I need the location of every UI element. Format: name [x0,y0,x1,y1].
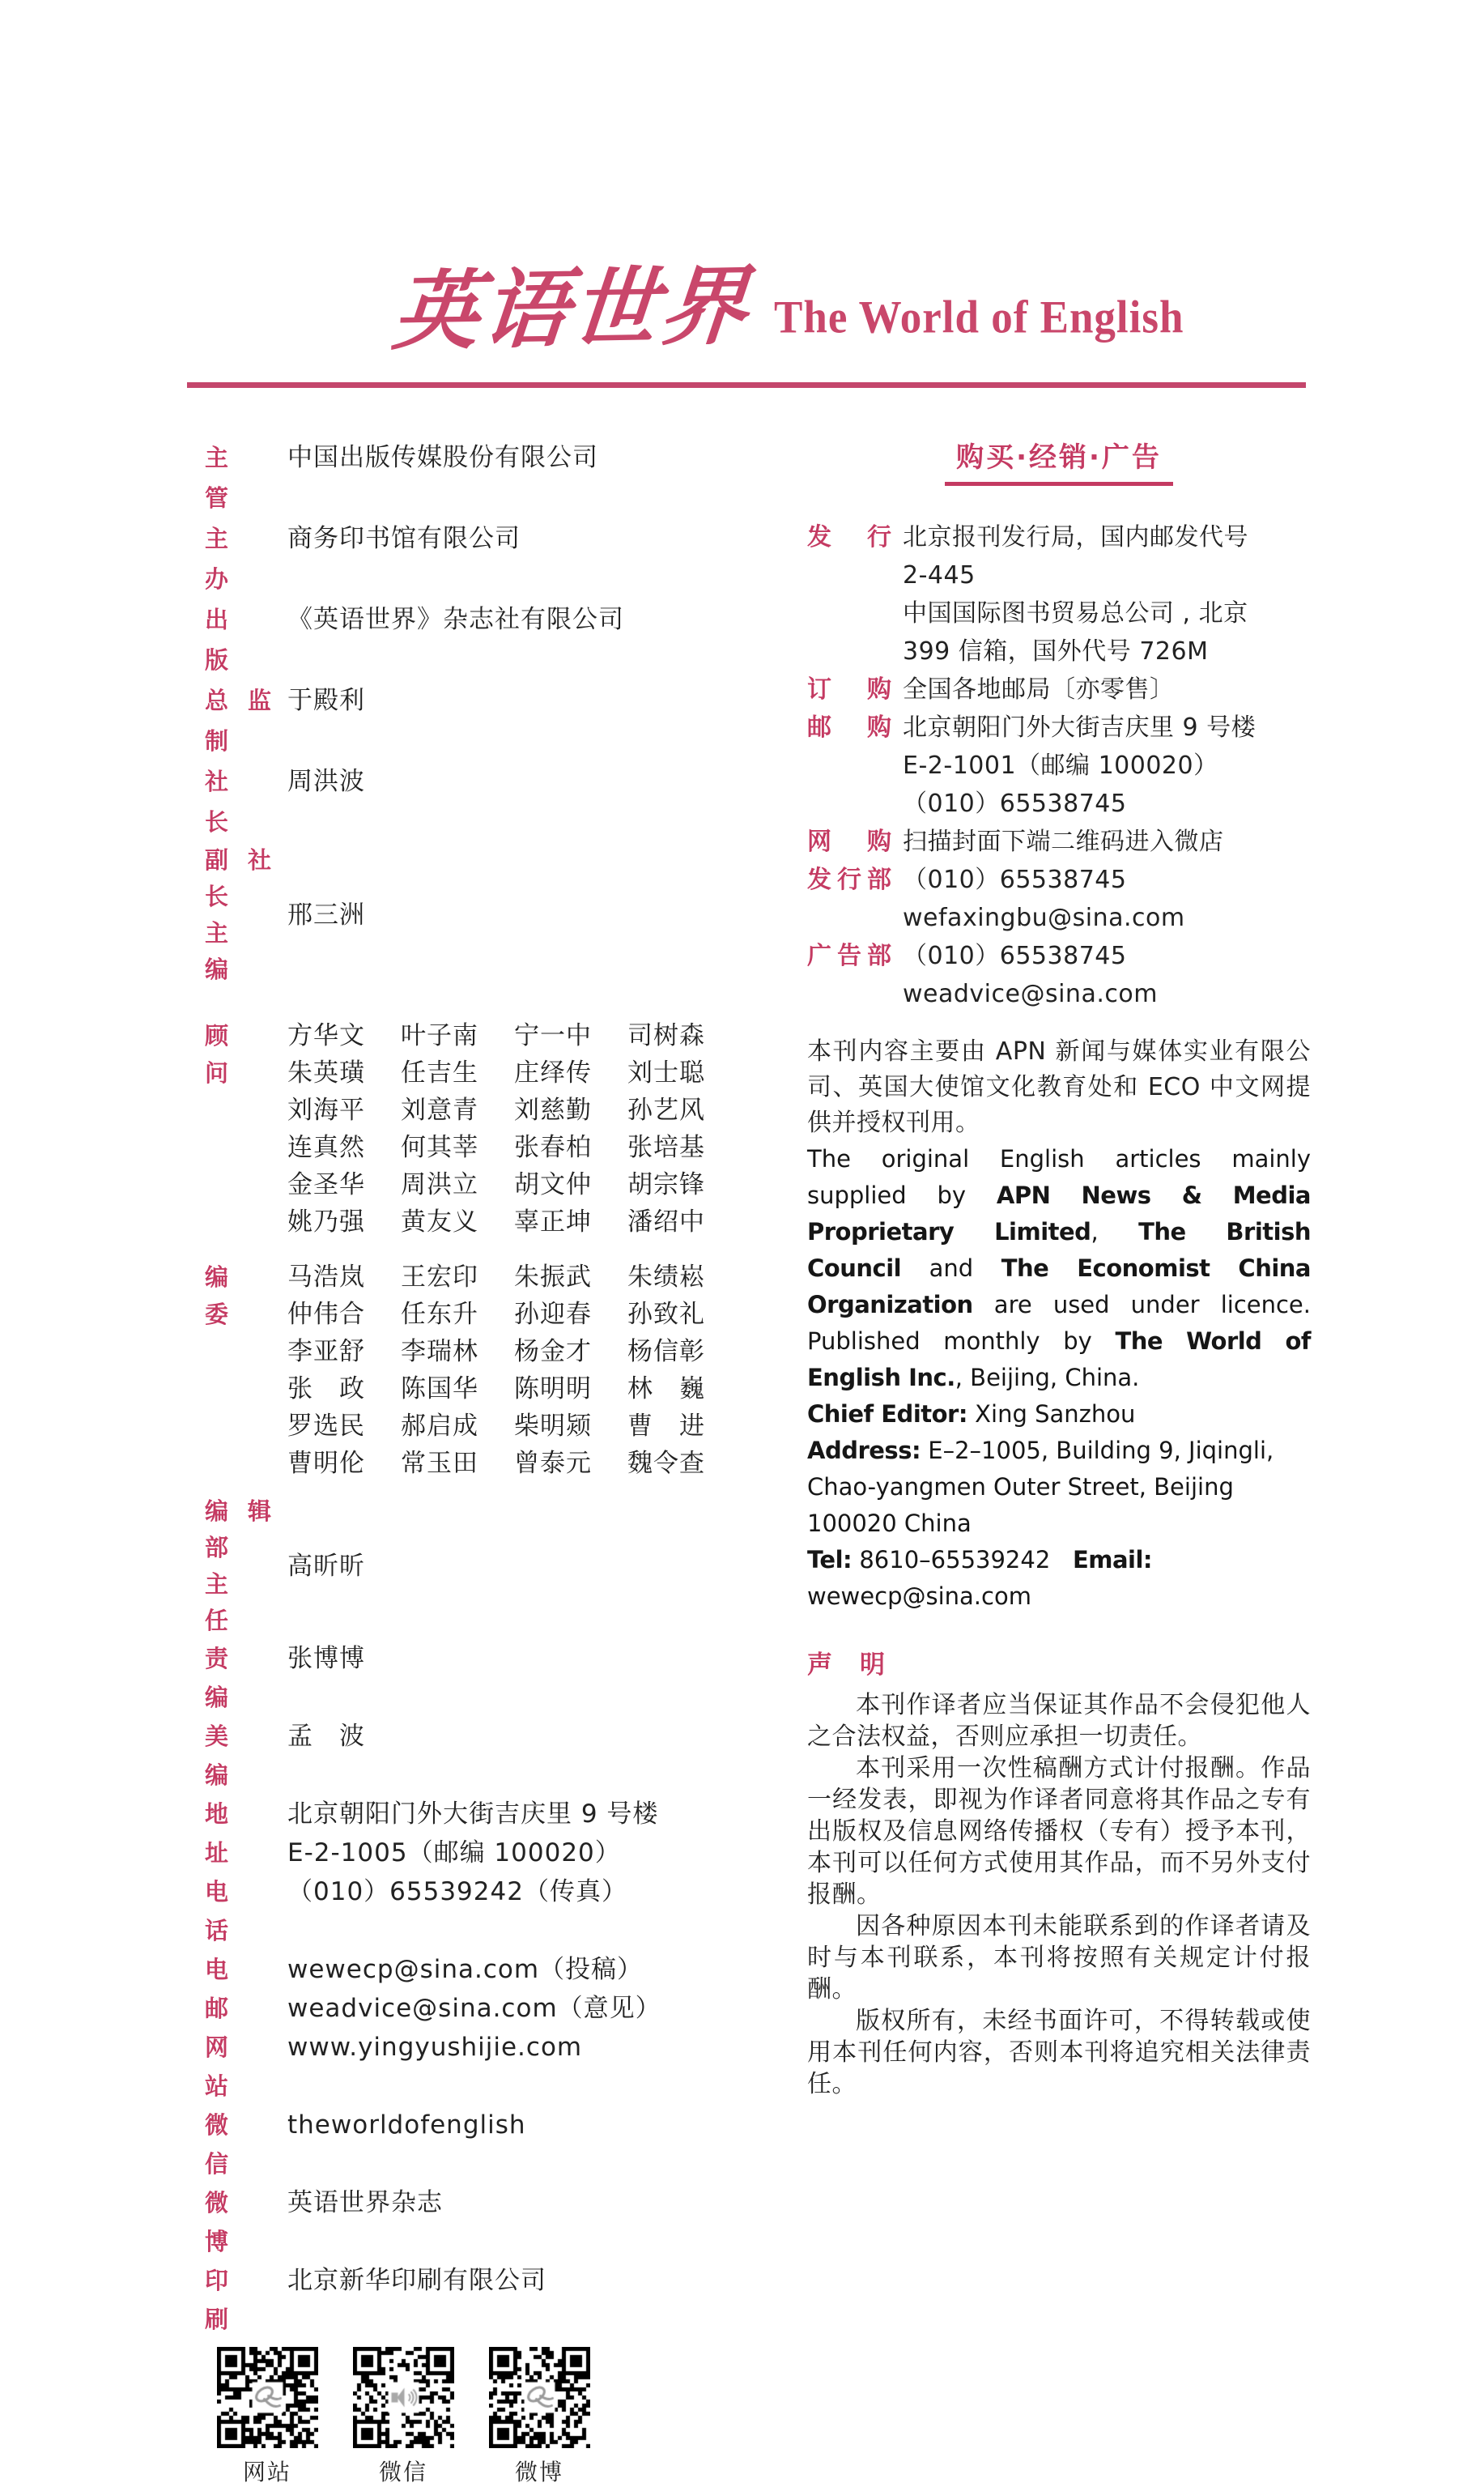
address-line [807,1433,1311,1542]
qr-item-wechat [351,2347,456,2487]
value-line: 399 信箱，国外代号 726M [903,637,1209,666]
licence-supplier-economist: The Economist China Organization [807,1254,1311,1318]
magazine-logo [389,256,1184,362]
statement-paragraphs [807,1689,1311,2100]
value-line: E-2-1001（邮编 100020） [903,752,1218,780]
row-wechat [205,2106,772,2183]
field-value [287,2028,582,2067]
wechat-id: theworldofenglish [287,2110,526,2140]
field-label: 电 话 [205,1878,253,1944]
email-label: Email: [1072,1546,1153,1574]
board-member-name: 朱振武 [514,1263,592,1292]
board-name-grid [287,1258,741,1482]
licence-notice-english [807,1141,1311,1396]
field-value [903,671,1175,709]
advisor-name: 连真然 [287,1133,365,1162]
row-art-editor [205,1717,772,1795]
field-label: 总监制 [205,687,271,755]
advisor-name: 庄绎传 [514,1058,592,1088]
row-distribution-dept [807,861,1311,937]
advisor-name: 金圣华 [287,1170,365,1199]
field-value [287,2183,443,2222]
header-divider-rule [187,382,1306,388]
distribution-rows [807,518,1311,1013]
licence-notice-chinese: 本刊内容主要由 APN 新闻与媒体实业有限公司、英国大使馆文化教育处和 ECO 中文网提供并授权刊用。 [807,1037,1311,1137]
field-value: 周洪波 [287,767,365,796]
row-website [205,2028,772,2106]
chief-editor-line [807,1396,1311,1433]
tel-value: 8610–65539242 [852,1546,1051,1574]
row-printer [205,2261,772,2339]
advisor-name: 叶子南 [401,1021,478,1050]
field-value: 中国出版传媒股份有限公司 [287,443,598,472]
value-line: 2-445 [903,561,976,590]
field-label: 社 长 [205,768,253,836]
field-label: 顾 问 [205,1022,253,1087]
value-line: （010）65539242（传真） [287,1877,627,1906]
row-sponsor [205,518,772,599]
value-line: 孟 波 [287,1722,365,1751]
row-email [205,1950,772,2028]
row-vice-president-chief-editor [205,842,772,988]
chief-editor-label: Chief Editor: [807,1400,967,1428]
qr-label: 微博 [514,2459,563,2485]
editorial-board-block [205,1258,772,1482]
advisor-row [287,1166,741,1203]
spacer [1050,1546,1073,1574]
board-member-name: 王宏印 [401,1263,478,1292]
field-label: 出 版 [205,606,253,674]
board-member-name: 林 巍 [627,1374,705,1403]
field-label: 广告部 [807,942,891,970]
row-address [205,1795,772,1872]
phone-number: （010）65538745 [903,942,1127,970]
publisher-name: The World of English Inc. [807,1327,1311,1391]
board-member-name: 杨信彰 [627,1337,705,1366]
advisor-name: 刘士聪 [627,1058,705,1088]
field-value: 商务印书馆有限公司 [287,524,521,553]
value-line: 中国国际图书贸易总公司 , 北京 [903,599,1248,628]
field-value [287,2106,526,2144]
row-director-general [205,680,772,761]
board-row [287,1370,741,1407]
board-row [287,1407,741,1445]
licence-text: The original English articles mainly supplied by [807,1145,1311,1209]
phone-number: （010）65538745 [903,790,1127,818]
field-label: 责 编 [205,1645,253,1711]
row-online-shop [807,823,1311,861]
statement-paragraph: 本刊作译者应当保证其作品不会侵犯他人之合法权益，否则应承担一切责任。 [807,1691,1311,1751]
field-label: 美 编 [205,1723,253,1789]
board-member-name: 孙迎春 [514,1300,592,1329]
advisor-name: 孙艺风 [627,1096,705,1125]
field-label [205,1493,271,1639]
field-label-line1: 副社长 [205,846,271,910]
field-value [903,518,1248,671]
board-row [287,1296,741,1333]
qr-code-website [217,2347,318,2448]
field-label: 编 委 [205,1263,253,1328]
field-label: 发行部 [807,866,891,894]
advisor-name: 姚乃强 [287,1207,365,1237]
field-label: 地 址 [205,1800,253,1867]
statement-paragraph: 版权所有，未经书面许可，不得转载或使用本刊任何内容，否则本刊将追究相关法律责任。 [807,2007,1311,2098]
email-address: wefaxingbu@sina.com [903,904,1185,932]
advisor-name: 朱英璜 [287,1058,365,1088]
row-president [205,761,772,842]
advisor-row [287,1129,741,1166]
row-supervisor [205,437,772,518]
field-label: 主 办 [205,525,253,593]
board-member-name: 李亚舒 [287,1337,365,1366]
advisor-name: 方华文 [287,1021,365,1050]
field-label-line2: 主 编 [205,919,253,983]
field-value [287,1950,661,2028]
advisor-name: 宁一中 [514,1021,592,1050]
advisor-name: 辜正坤 [514,1207,592,1237]
licence-supplier-british-council: The British Council [807,1218,1311,1282]
purchase-distribution-ads-header: 购买·经销·广告 [956,441,1162,474]
advisor-name: 胡宗锋 [627,1170,705,1199]
advisor-name: 周洪立 [401,1170,478,1199]
qr-code-strip [205,2347,772,2487]
board-member-name: 朱绩崧 [627,1263,705,1292]
field-value [287,1795,658,1872]
field-label-line1: 编辑部 [205,1497,271,1561]
board-member-name: 曹 进 [627,1412,705,1441]
advisor-name-grid [287,1017,741,1241]
header-underline [945,482,1173,486]
field-value [287,1639,365,1678]
board-member-name: 陈国华 [401,1374,478,1403]
statement-paragraph: 本刊采用一次性稿酬方式计付报酬。作品一经发表，即视为作译者同意将其作品之专有出版权及信息网络传播权（专有）授予本刊，本刊可以任何方式使用其作品，而不另外支付报酬。 [807,1754,1311,1909]
field-label: 订 购 [807,675,891,704]
row-subscription [807,671,1311,709]
statement-paragraph: 因各种原因本刊未能联系到的作译者请及时与本刊联系，本刊将按照有关规定计付报酬。 [807,1912,1311,2004]
value-line: 北京新华印刷有限公司 [287,2266,546,2295]
value-line: 北京报刊发行局，国内邮发代号 [903,523,1248,551]
advisor-name: 潘绍中 [627,1207,705,1237]
field-value [287,1717,365,1756]
licence-text: , [1091,1218,1139,1246]
row-distribution [807,518,1311,671]
field-value [903,823,1224,861]
qr-label: 微信 [378,2459,427,2485]
field-value: 邢三洲 [287,901,365,930]
qr-label: 网站 [242,2459,291,2485]
advisor-name: 刘慈勤 [514,1096,592,1125]
board-member-name: 柴明颎 [514,1412,592,1441]
value-line: E-2-1005（邮编 100020） [287,1838,621,1867]
field-value [903,937,1158,1013]
board-member-name: 曹明伦 [287,1449,365,1478]
row-duty-editor [205,1639,772,1717]
field-value [287,1872,627,1911]
board-member-name: 任东升 [401,1300,478,1329]
board-member-name: 魏令查 [627,1449,705,1478]
field-label: 印 刷 [205,2267,253,2333]
board-member-name: 郝启成 [401,1412,478,1441]
field-label: 发 行 [807,523,891,551]
value-line: 北京朝阳门外大街吉庆里 9 号楼 [287,1799,659,1829]
board-member-name: 仲伟合 [287,1300,365,1329]
phone-number: （010）65538745 [903,866,1127,894]
row-advertising-dept [807,937,1311,1013]
licence-text: and [901,1254,1001,1282]
advisor-name: 何其莘 [401,1133,478,1162]
row-telephone [205,1872,772,1950]
licence-text: , Beijing, China. [955,1364,1140,1391]
field-value: 高昕昕 [287,1552,365,1581]
board-row [287,1333,741,1370]
field-label: 电 邮 [205,1956,253,2022]
advisor-name: 张培基 [627,1133,705,1162]
address-value: E–2–1005, Building 9, Jiqingli, Chao-yangmen Outer Street, Beijing 100020 China [807,1437,1274,1537]
field-label: 邮 购 [807,713,891,742]
advisor-row [287,1017,741,1054]
field-label: 网 站 [205,2033,253,2100]
website-url: www.yingyushijie.com [287,2033,583,2062]
board-member-name: 罗选民 [287,1412,365,1441]
advisor-name: 任吉生 [401,1058,478,1088]
field-value [903,709,1256,823]
qr-item-website [215,2347,320,2487]
email-address: weadvice@sina.com（意见） [287,1994,661,2023]
row-mail-order [807,709,1311,823]
board-member-name: 李瑞林 [401,1337,478,1366]
tel-email-line [807,1542,1311,1615]
licence-text: are used under licence. Published monthly by [807,1291,1311,1355]
value-line: 北京朝阳门外大街吉庆里 9 号楼 [903,713,1257,742]
board-member-name: 杨金才 [514,1337,592,1366]
licence-supplier-apn: APN News & Media Proprietary Limited [807,1182,1311,1246]
field-label [205,842,271,988]
tel-label: Tel: [807,1546,853,1574]
board-row [287,1445,741,1482]
statement-header: 声 明 [807,1650,885,1680]
advisor-name: 黄友义 [401,1207,478,1237]
logo-chinese-calligraphy: 英语世界 [389,256,755,362]
chief-editor-name: Xing Sanzhou [967,1400,1136,1428]
board-row [287,1258,741,1296]
address-label: Address: [807,1437,921,1464]
masthead-left-column [205,437,772,2487]
field-value [903,861,1185,937]
field-label-line2: 主 任 [205,1570,253,1634]
email-value: wewecp@sina.com [807,1582,1031,1610]
row-publisher [205,599,772,680]
advisor-name: 刘意青 [401,1096,478,1125]
masthead-right-column [807,441,1311,2100]
field-value: 《英语世界》杂志社有限公司 [287,605,624,634]
qr-code-wechat [353,2347,454,2448]
qr-code-weibo [489,2347,590,2448]
advisor-name: 胡文仲 [514,1170,592,1199]
weibo-name: 英语世界杂志 [287,2188,443,2217]
email-address: weadvice@sina.com [903,980,1158,1008]
advisor-name: 张春柏 [514,1133,592,1162]
field-value: 于殿利 [287,686,365,715]
board-member-name: 曾泰元 [514,1449,592,1478]
value-line: 全国各地邮局〔亦零售〕 [903,675,1175,704]
advisor-name: 司树森 [627,1021,705,1050]
advisor-row [287,1092,741,1129]
row-editorial-dept-director [205,1493,772,1639]
advisor-name: 刘海平 [287,1096,365,1125]
value-line: 张博博 [287,1644,365,1673]
qr-item-weibo [487,2347,592,2487]
advisor-row [287,1203,741,1241]
field-label: 网 购 [807,828,891,856]
value-line: 扫描封面下端二维码进入微店 [903,828,1224,856]
contact-rows [205,1639,772,2339]
field-label: 主 管 [205,444,253,512]
row-weibo [205,2183,772,2261]
board-member-name: 陈明明 [514,1374,592,1403]
logo-english-title: The World of English [774,292,1184,343]
field-label: 微 信 [205,2111,253,2178]
board-member-name: 孙致礼 [627,1300,705,1329]
email-address: wewecp@sina.com（投稿） [287,1955,644,1984]
field-value [287,2261,546,2300]
advisors-block [205,1017,772,1241]
board-member-name: 张 政 [287,1374,365,1403]
board-member-name: 常玉田 [401,1449,478,1478]
board-member-name: 马浩岚 [287,1263,365,1292]
advisor-row [287,1054,741,1092]
field-label: 微 博 [205,2189,253,2255]
